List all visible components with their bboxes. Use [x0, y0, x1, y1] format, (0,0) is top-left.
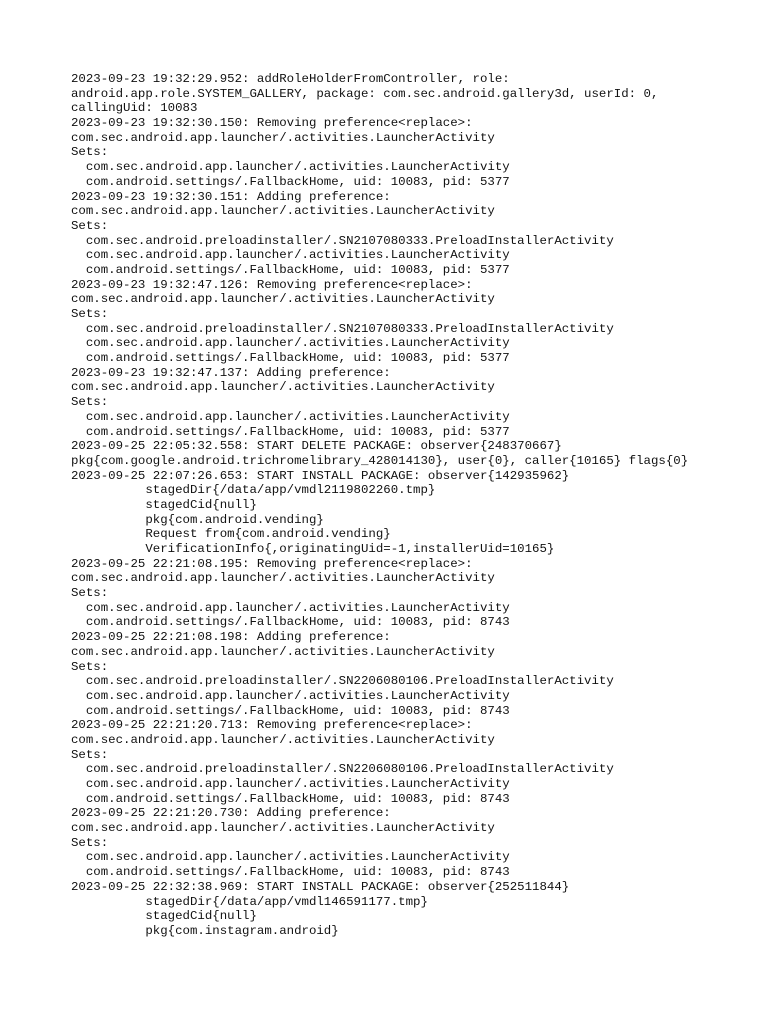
log-line: com.sec.android.app.launcher/.activities.LauncherActivity — [71, 130, 495, 145]
log-line: com.android.settings/.FallbackHome, uid: 10083, pid: 8743 — [71, 703, 510, 718]
log-line: 2023-09-25 22:07:26.653: START INSTALL PACKAGE: observer{142935962} — [71, 468, 570, 483]
log-line: Sets: — [71, 395, 109, 410]
log-line: com.sec.android.app.launcher/.activities.LauncherActivity — [71, 292, 495, 307]
log-line: pkg{com.instagram.android} — [71, 923, 339, 938]
log-line: com.sec.android.preloadinstaller/.SN2107080333.PreloadInstallerActivity — [71, 321, 614, 336]
log-line: com.sec.android.app.launcher/.activities.LauncherActivity — [71, 336, 510, 351]
log-line: com.android.settings/.FallbackHome, uid: 10083, pid: 8743 — [71, 865, 510, 880]
log-line: com.android.settings/.FallbackHome, uid: 10083, pid: 5377 — [71, 351, 510, 366]
log-line: Request from{com.android.vending} — [71, 527, 391, 542]
log-line: com.android.settings/.FallbackHome, uid: 10083, pid: 5377 — [71, 174, 510, 189]
log-line: com.sec.android.app.launcher/.activities.LauncherActivity — [71, 409, 510, 424]
log-line: com.sec.android.app.launcher/.activities.LauncherActivity — [71, 732, 495, 747]
log-line: android.app.role.SYSTEM_GALLERY, package: com.sec.android.gallery3d, userId: 0, — [71, 86, 659, 101]
log-line: stagedCid{null} — [71, 497, 257, 512]
log-line: 2023-09-25 22:32:38.969: START INSTALL PACKAGE: observer{252511844} — [71, 879, 570, 894]
log-line: 2023-09-25 22:21:08.195: Removing preference<replace>: — [71, 556, 473, 571]
log-line: Sets: — [71, 747, 109, 762]
log-line: 2023-09-23 19:32:47.137: Adding preference: — [71, 365, 391, 380]
log-line: com.sec.android.app.launcher/.activities.LauncherActivity — [71, 600, 510, 615]
log-line: 2023-09-23 19:32:47.126: Removing preference<replace>: — [71, 277, 473, 292]
log-line: 2023-09-25 22:05:32.558: START DELETE PACKAGE: observer{248370667} — [71, 439, 562, 454]
log-line: Sets: — [71, 586, 109, 601]
log-line: Sets: — [71, 218, 109, 233]
log-line: com.sec.android.app.launcher/.activities.LauncherActivity — [71, 248, 510, 263]
log-line: com.sec.android.app.launcher/.activities.LauncherActivity — [71, 380, 495, 395]
log-line: pkg{com.android.vending} — [71, 512, 324, 527]
log-line: com.android.settings/.FallbackHome, uid: 10083, pid: 8743 — [71, 791, 510, 806]
log-line: callingUid: 10083 — [71, 101, 198, 116]
log-line: 2023-09-23 19:32:30.151: Adding preference: — [71, 189, 391, 204]
log-line: Sets: — [71, 145, 109, 160]
log-line: com.sec.android.app.launcher/.activities.LauncherActivity — [71, 777, 510, 791]
log-line: pkg{com.google.android.trichromelibrary_428014130}, user{0}, caller{10165} flags{0} — [71, 453, 689, 468]
log-line: com.sec.android.app.launcher/.activities.LauncherActivity — [71, 204, 495, 219]
log-line: com.sec.android.preloadinstaller/.SN2107080333.PreloadInstallerActivity — [71, 233, 614, 248]
log-line: com.sec.android.app.launcher/.activities.LauncherActivity — [71, 821, 495, 836]
log-line: com.sec.android.app.launcher/.activities.LauncherActivity — [71, 688, 510, 703]
log-line: com.android.settings/.FallbackHome, uid: 10083, pid: 5377 — [71, 262, 510, 277]
log-line: 2023-09-25 22:21:20.730: Adding preference: — [71, 806, 391, 821]
log-line: com.sec.android.app.launcher/.activities.LauncherActivity — [71, 160, 510, 175]
log-line: stagedDir{/data/app/vmdl2119802260.tmp} — [71, 483, 436, 498]
log-line: 2023-09-23 19:32:29.952: addRoleHolderFromController, role: — [71, 72, 510, 86]
log-line: stagedCid{null} — [71, 909, 257, 924]
log-line: com.sec.android.app.launcher/.activities.LauncherActivity — [71, 850, 510, 865]
log-line: 2023-09-25 22:21:08.198: Adding preference: — [71, 630, 391, 645]
log-line: 2023-09-25 22:21:20.713: Removing preference<replace>: — [71, 718, 473, 733]
log-line: com.sec.android.app.launcher/.activities.LauncherActivity — [71, 644, 495, 659]
log-line: com.sec.android.preloadinstaller/.SN2206080106.PreloadInstallerActivity — [71, 762, 614, 777]
log-line: 2023-09-23 19:32:30.150: Removing preference<replace>: — [71, 116, 473, 131]
log-line: com.android.settings/.FallbackHome, uid: 10083, pid: 5377 — [71, 424, 510, 439]
log-document — [71, 72, 751, 939]
log-line: Sets: — [71, 307, 109, 321]
log-line: com.sec.android.app.launcher/.activities.LauncherActivity — [71, 571, 495, 586]
log-line: Sets: — [71, 835, 109, 850]
log-line: com.sec.android.preloadinstaller/.SN2206080106.PreloadInstallerActivity — [71, 674, 614, 689]
log-line: com.android.settings/.FallbackHome, uid: 10083, pid: 8743 — [71, 615, 510, 630]
log-line: Sets: — [71, 659, 109, 674]
log-line: stagedDir{/data/app/vmdl146591177.tmp} — [71, 894, 428, 909]
log-line: VerificationInfo{,originatingUid=-1,installerUid=10165} — [71, 542, 555, 556]
